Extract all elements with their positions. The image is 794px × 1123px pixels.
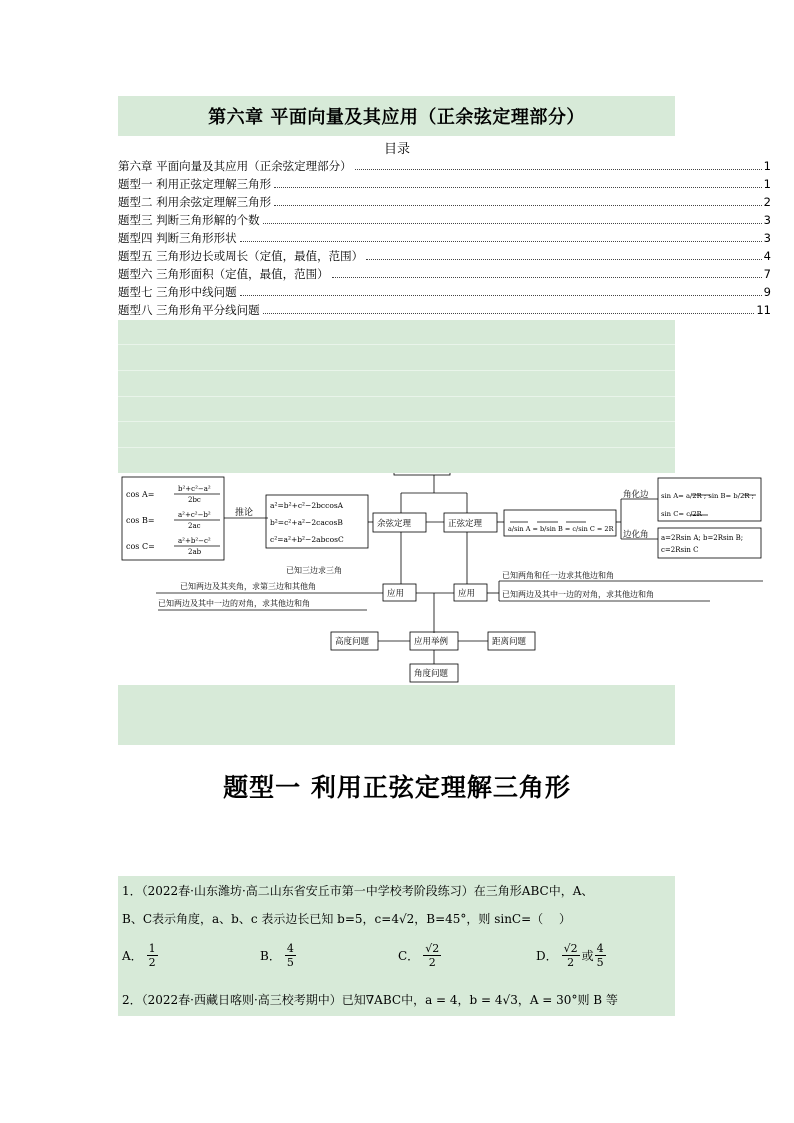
option-d-fraction-2	[595, 942, 606, 969]
angle-to-side-formula-1: sin A= a/2R ; sin B= b/2R ;	[661, 492, 754, 500]
cos-c-denominator: 2ab	[188, 548, 202, 556]
toc-leader	[274, 204, 762, 206]
toc-entry-label: 题型七 三角形中线问题	[118, 285, 237, 299]
option-c[interactable]	[398, 942, 441, 969]
apply-label-sin: 应用	[458, 589, 476, 599]
option-d-denominator-2: 5	[596, 956, 604, 969]
option-d-fraction-1	[562, 942, 580, 969]
angle-to-side-label: 角化边	[623, 490, 649, 500]
band-divider	[118, 396, 675, 397]
toc-entry-label: 题型四 判断三角形形状	[118, 231, 237, 245]
option-b-label: B．	[260, 949, 281, 963]
toc-entry[interactable]	[118, 247, 771, 265]
question-1-line-2: B、C表示角度，a、b、c 表示边长已知 b=5，c=4√2，B=45°，则 sinC=（ ）	[122, 912, 571, 926]
sine-law-title: 正弦定理	[448, 519, 483, 529]
side-to-angle-label: 边化角	[623, 530, 649, 540]
toc-page-number: 4	[763, 249, 771, 263]
cosine-law-equation-a: a²=b²+c²−2bccosA	[270, 501, 344, 510]
toc-entry[interactable]	[118, 229, 771, 247]
shaded-band-lower	[118, 685, 675, 745]
sine-law-formula: a/sin A = b/sin B = c/sin C = 2R	[508, 525, 614, 533]
option-b-denominator: 5	[286, 956, 294, 969]
toc-entry-label: 题型八 三角形角平分线问题	[118, 303, 260, 317]
toc-entry-label: 第六章 平面向量及其应用（正余弦定理部分）	[118, 159, 352, 173]
option-a[interactable]	[122, 942, 158, 969]
option-d-denominator-1: 2	[567, 956, 575, 969]
option-a-numerator: 1	[148, 942, 156, 955]
cos-a-label: cos A=	[126, 490, 155, 499]
toc-page-number: 1	[763, 177, 771, 191]
chapter-title: 第六章 平面向量及其应用（正余弦定理部分）	[208, 107, 585, 128]
toc-leader	[355, 168, 762, 170]
cosine-law-equation-c: c²=a²+b²−2abcosC	[270, 535, 344, 544]
option-c-fraction	[423, 942, 441, 969]
toc-heading: 目录	[383, 142, 410, 157]
toc-entry[interactable]	[118, 283, 771, 301]
toc-leader	[274, 186, 762, 188]
cos-case-2: 已知两边及其夹角，求第三边和其他角	[180, 582, 316, 591]
cos-a-numerator: b²+c²−a²	[178, 485, 211, 493]
toc-entry-label: 题型一 利用正弦定理解三角形	[118, 177, 272, 191]
toc-entry-label: 题型五 三角形边长或周长（定值，最值，范围）	[118, 249, 364, 263]
sin-case-1: 已知两角和任一边求其他边和角	[502, 571, 614, 580]
toc-page-number: 11	[756, 303, 771, 317]
toc-page-number: 1	[763, 159, 771, 173]
toc-entry[interactable]	[118, 193, 771, 211]
question-block	[118, 876, 675, 1016]
option-d-numerator-1: √2	[563, 942, 578, 955]
toc-entry[interactable]	[118, 175, 771, 193]
band-divider	[118, 344, 675, 345]
angle-problem-label: 角度问题	[414, 669, 449, 679]
question-1-line-1: 1．（2022春·山东潍坊·高二山东省安丘市第一中学校考阶段练习）在三角形ABC中，A、	[122, 884, 594, 898]
option-b-numerator: 4	[286, 942, 294, 955]
option-c-numerator: √2	[425, 942, 440, 955]
option-d-numerator-2: 4	[596, 942, 604, 955]
side-to-angle-formula-1: a=2Rsin A; b=2Rsin B;	[661, 534, 744, 542]
toc-leader	[263, 312, 755, 314]
toc-page-number: 2	[763, 195, 771, 209]
option-b-fraction	[285, 942, 296, 969]
table-of-contents	[118, 157, 771, 319]
derive-label: 推论	[235, 508, 254, 518]
apply-label-cos: 应用	[387, 589, 405, 599]
toc-entry[interactable]	[118, 301, 771, 319]
cos-case-3: 已知两边及其中一边的对角，求其他边和角	[158, 599, 310, 608]
toc-entry[interactable]	[118, 265, 771, 283]
cosine-law-equation-b: b²=c²+a²−2cacosB	[270, 518, 343, 527]
question-2-line-1: 2．（2022春·西藏日喀则·高三校考期中）已知∇ABC中，a = 4，b = 4√3，A = 30°则 B 等	[122, 993, 618, 1007]
option-c-denominator: 2	[428, 956, 436, 969]
toc-page-number: 9	[763, 285, 771, 299]
cos-case-1: 已知三边求三角	[286, 566, 342, 575]
toc-entry[interactable]	[118, 211, 771, 229]
option-c-label: C．	[398, 949, 420, 963]
toc-leader	[263, 222, 762, 224]
height-problem-label: 高度问题	[335, 637, 370, 647]
option-a-fraction	[147, 942, 158, 969]
shaded-band-upper	[118, 320, 675, 473]
toc-entry-label: 题型六 三角形面积（定值，最值，范围）	[118, 267, 329, 281]
distance-problem-label: 距离问题	[492, 637, 527, 647]
side-to-angle-formula-2: c=2Rsin C	[661, 546, 699, 554]
band-divider	[118, 447, 675, 448]
angle-to-side-formula-2: sin C= c/2R	[661, 510, 702, 518]
toc-leader	[366, 258, 762, 260]
option-d-label: D．	[536, 949, 558, 963]
cos-b-denominator: 2ac	[188, 522, 201, 530]
option-b[interactable]	[260, 942, 296, 969]
sin-case-2: 已知两边及其中一边的对角，求其他边和角	[502, 590, 654, 599]
center-box-fragment	[394, 473, 450, 475]
chapter-title-band	[118, 96, 675, 136]
application-examples-label: 应用举例	[414, 637, 449, 647]
cos-c-label: cos C=	[126, 542, 155, 551]
toc-page-number: 3	[763, 231, 771, 245]
band-divider	[118, 421, 675, 422]
cos-b-numerator: a²+c²−b²	[178, 511, 211, 519]
toc-entry-label: 题型三 判断三角形解的个数	[118, 213, 260, 227]
cosine-law-title: 余弦定理	[377, 519, 412, 529]
cos-a-denominator: 2bc	[188, 496, 201, 504]
option-a-denominator: 2	[148, 956, 156, 969]
toc-page-number: 7	[763, 267, 771, 281]
toc-entry-label: 题型二 利用余弦定理解三角形	[118, 195, 272, 209]
option-d-or: 或	[581, 949, 594, 963]
option-a-label: A．	[122, 949, 143, 963]
option-d[interactable]	[536, 942, 606, 969]
toc-leader	[332, 276, 762, 278]
toc-leader	[240, 240, 762, 242]
toc-page-number: 3	[763, 213, 771, 227]
band-divider	[118, 370, 675, 371]
cos-b-label: cos B=	[126, 516, 155, 525]
section-title: 题型一 利用正弦定理解三角形	[223, 773, 571, 802]
toc-leader	[240, 294, 762, 296]
toc-entry[interactable]	[118, 157, 771, 175]
knowledge-map-diagram	[118, 473, 778, 685]
cos-c-numerator: a²+b²−c²	[178, 537, 211, 545]
